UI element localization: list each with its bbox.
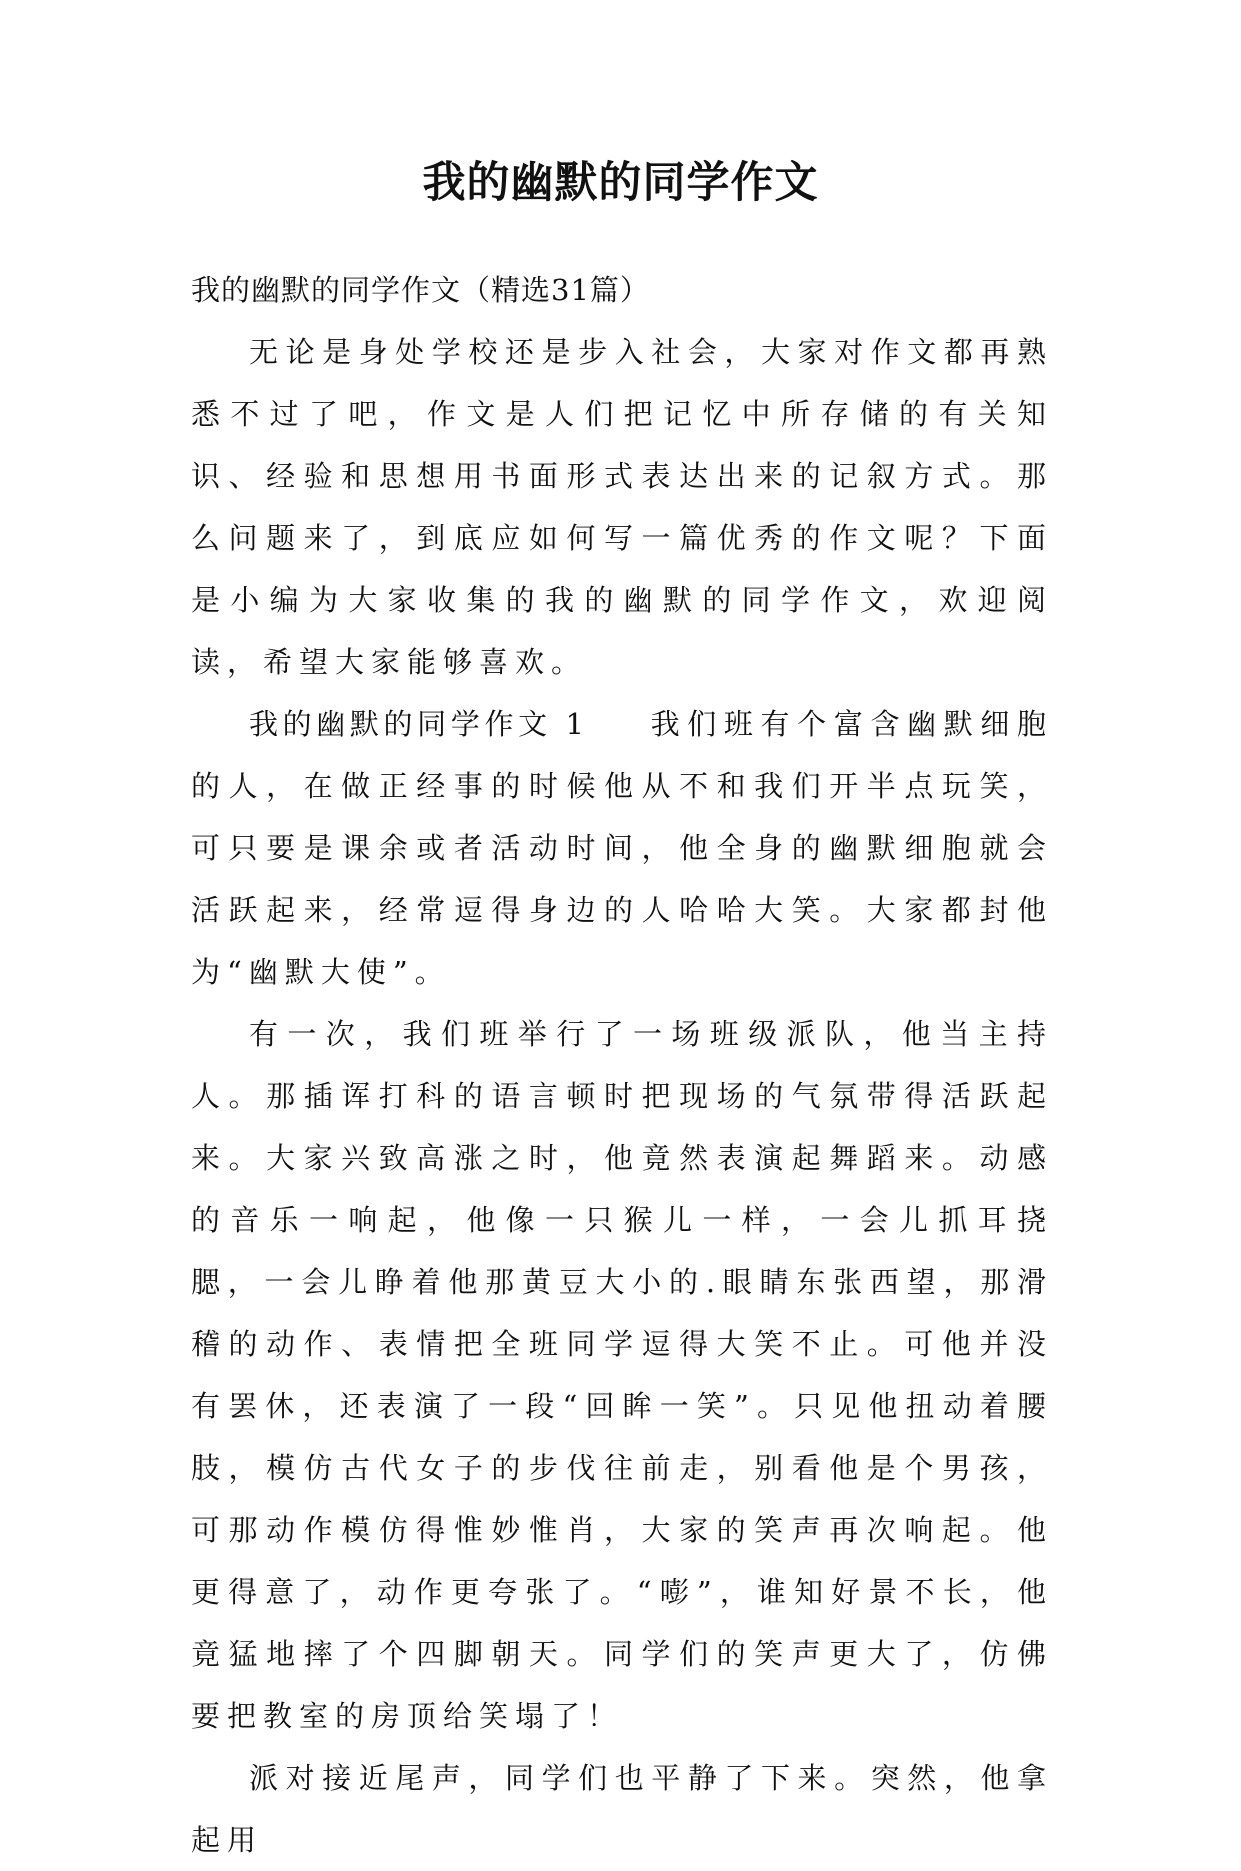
section1-paragraph-2: 有一次，我们班举行了一场班级派队，他当主持人。那插诨打科的语言顿时把现场的气氛带得活跃起来。大家兴致高涨之时，他竟然表演起舞蹈来。动感的音乐一响起，他像一只猴儿一样，一会儿抓耳挠腮，一会儿睁着他那黄豆大小的.眼睛东张西望，那滑稽的动作、表情把全班同学逗得大笑不止。可他并没有罢休，还表演了一段“回眸一笑”。只见他扭动着腰肢，模仿古代女子的步伐往前走，别看他是个男孩，可那动作模仿得惟妙惟肖，大家的笑声再次响起。他更得意了，动作更夸张了。“嘭”，谁知好景不长，他竟猛地摔了个四脚朝天。同学们的笑声更大了，仿佛要把教室的房顶给笑塌了！ (191, 1017, 1053, 1733)
section1-paragraph-1-text: 我们班有个富含幽默细胞的人，在做正经事的时候他从不和我们开半点玩笑，可只要是课余或者活动时间，他全身的幽默细胞就会活跃起来，经常逗得身边的人哈哈大笑。大家都封他为“幽默大使”。 (191, 707, 1053, 989)
document-title: 我的幽默的同学作文 (422, 158, 819, 208)
section1-paragraph-3: 派对接近尾声，同学们也平静了下来。突然，他拿起用 (191, 1761, 1053, 1857)
section1-heading: 我的幽默的同学作文 1 (249, 707, 589, 741)
document-subtitle: 我的幽默的同学作文（精选31篇） (191, 273, 650, 307)
section1-first-paragraph (191, 693, 1053, 1003)
document-body (191, 259, 1053, 1871)
intro-paragraph: 无论是身处学校还是步入社会，大家对作文都再熟悉不过了吧，作文是人们把记忆中所存储的有关知识、经验和思想用书面形式表达出来的记叙方式。那么问题来了，到底应如何写一篇优秀的作文呢？下面是小编为大家收集的我的幽默的同学作文，欢迎阅读，希望大家能够喜欢。 (191, 335, 1053, 679)
